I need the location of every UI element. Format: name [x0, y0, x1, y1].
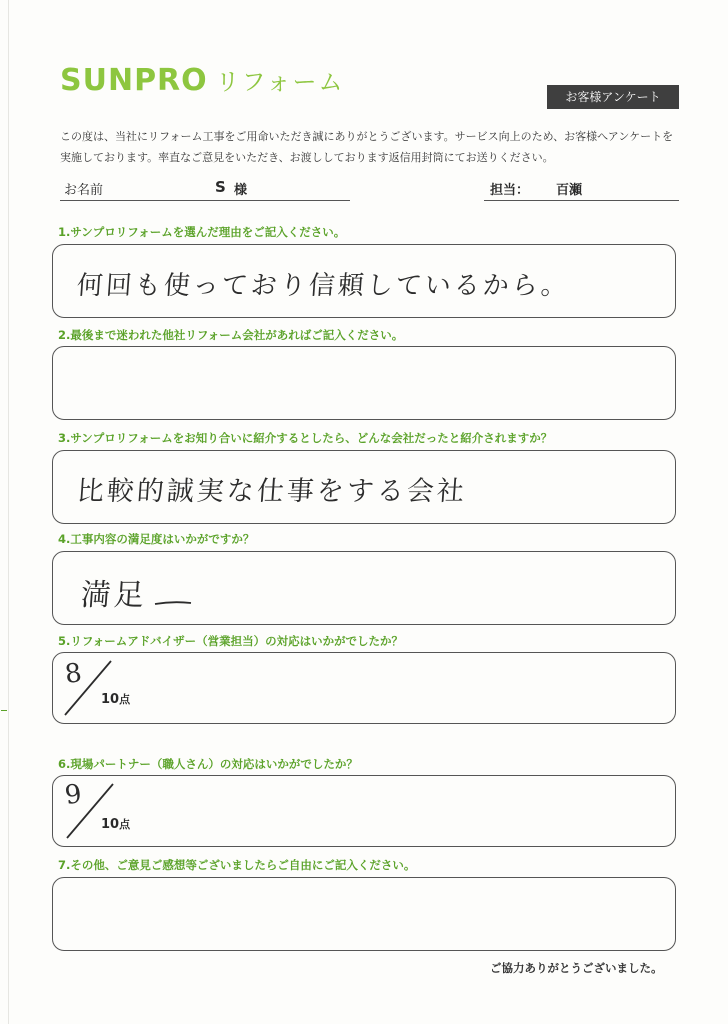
- score-5-value: 8: [62, 657, 84, 691]
- survey-title-badge: お客様アンケート: [547, 85, 679, 109]
- answer-box-4: [52, 551, 676, 625]
- score-6-value: 9: [62, 778, 84, 812]
- answer-box-2: [52, 346, 676, 420]
- answer-4-handwriting: 満足: [79, 578, 148, 613]
- name-field: [60, 178, 350, 201]
- closing-thanks: ご協力ありがとうございました。: [490, 961, 663, 975]
- answer-1-handwriting: 何回も使っており信頼しているから。: [75, 271, 571, 301]
- score-6-slash: [61, 780, 121, 842]
- staff-label: 担当：: [490, 183, 530, 198]
- answer-box-3: [52, 450, 676, 524]
- answer-4-underline-stroke: [153, 598, 193, 608]
- question-2-label: 2.最後まで迷われた他社リフォーム会社があればご記入ください。: [58, 328, 404, 342]
- question-5-label: 5.リフォームアドバイザー（営業担当）の対応はいかがでしたか？: [58, 634, 404, 648]
- score-6-unit: 点: [119, 818, 131, 831]
- sunpro-logo: [60, 63, 345, 98]
- staff-field: [484, 178, 679, 201]
- intro-text: この度は、当社にリフォーム工事をご用命いただき誠にありがとうございます。サービス向上のため、お客様へアンケートを実施しております。率直なご意見をいただき、お渡ししております返信用封筒にてお送りください。: [60, 130, 674, 164]
- answer-3-handwriting: 比較的誠実な仕事をする会社: [75, 476, 468, 507]
- score-6-denominator: [101, 816, 130, 832]
- question-1-label: 1.サンプロリフォームを選んだ理由をご記入ください。: [58, 225, 346, 239]
- scan-mark: [1, 710, 7, 711]
- score-5-unit: 点: [119, 693, 131, 706]
- answer-box-7: [52, 877, 676, 951]
- score-5-max: 10: [101, 692, 120, 707]
- logo-sub: リフォーム: [215, 68, 345, 96]
- name-label: お名前: [64, 183, 104, 198]
- name-honorific: 様: [234, 183, 248, 198]
- question-7-label: 7.その他、ご意見ご感想等ございましたらご自由にご記入ください。: [58, 858, 416, 872]
- score-5-slash: [61, 657, 121, 719]
- name-value: S: [215, 178, 226, 196]
- scan-edge: [8, 0, 9, 1024]
- score-6-max: 10: [101, 817, 120, 832]
- answer-box-5: [52, 652, 676, 724]
- logo-name: SUNPRO: [60, 63, 208, 98]
- answer-box-1: [52, 244, 676, 318]
- answer-box-6: [52, 775, 676, 847]
- score-5-denominator: [101, 691, 130, 707]
- staff-value: 百瀬: [556, 183, 583, 198]
- question-3-label: 3.サンプロリフォームをお知り合いに紹介するとしたら、どんな会社だったと紹介されますか？: [58, 431, 553, 445]
- question-6-label: 6.現場パートナー（職人さん）の対応はいかがでしたか？: [58, 757, 358, 771]
- question-4-label: 4.工事内容の満足度はいかがですか？: [58, 532, 255, 546]
